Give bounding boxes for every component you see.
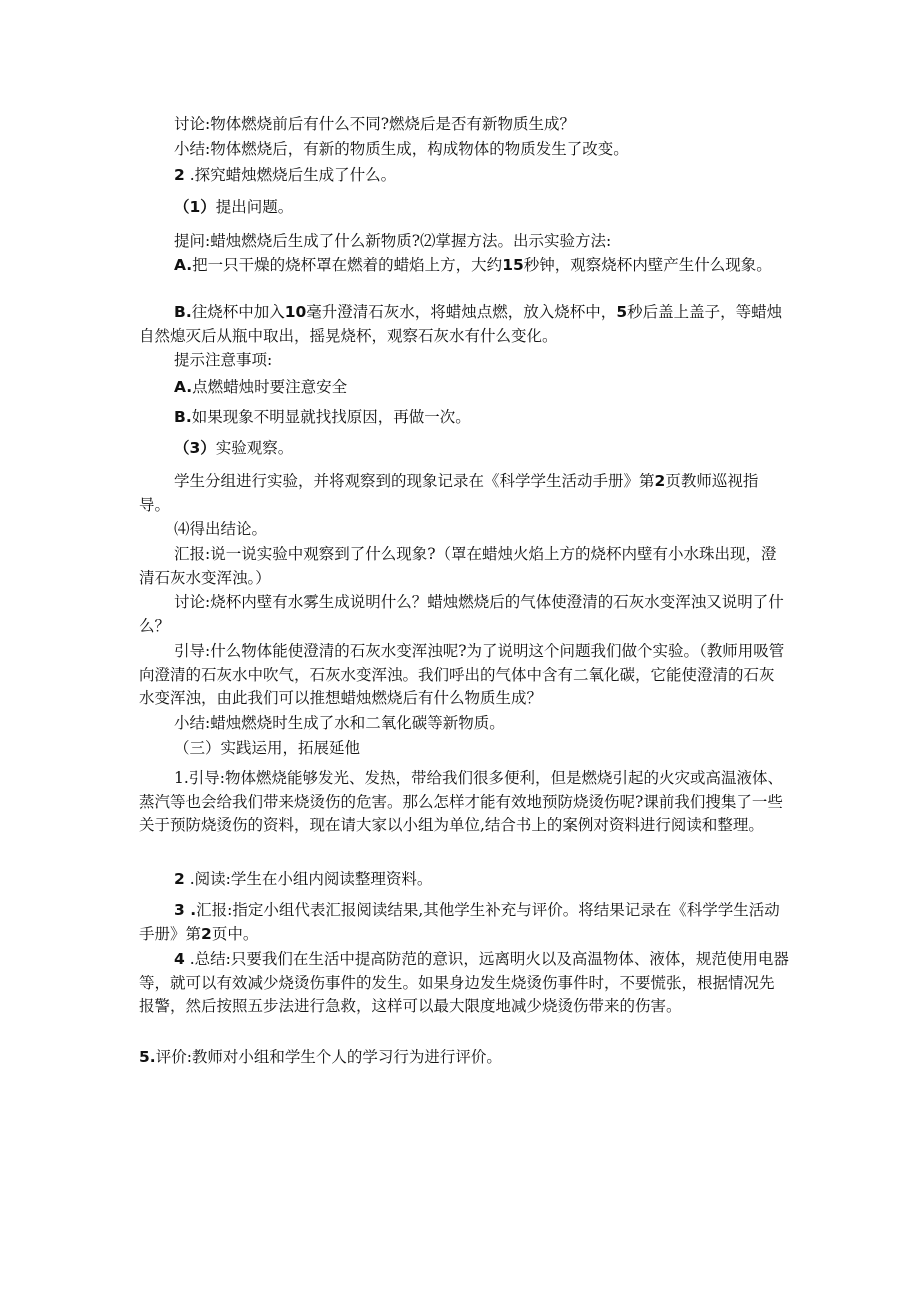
number: 15 <box>502 256 524 274</box>
text: 讨论:烧杯内壁有水雾生成说明什么？蜡烛燃烧后的气体使澄清的石灰水变浑浊又说明了什么？ <box>139 593 784 635</box>
step-1-heading <box>139 196 789 220</box>
text: 往烧杯中加入 <box>191 303 285 321</box>
list-letter: A. <box>174 378 193 396</box>
text: 学生分组进行实验，并将观察到的现象记录在《科学学生活动手册》第 <box>174 472 655 490</box>
summary-paragraph-2 <box>139 712 789 736</box>
number: 2 <box>654 472 666 490</box>
text: 汇报:指定小组代表汇报阅读结果,其他学生补充与评价。将结果记录在《科学学生活动手册》第 <box>139 901 780 943</box>
text: .探究蜡烛燃烧后生成了什么。 <box>184 166 397 184</box>
list-number: 2 <box>174 870 185 888</box>
text: .阅读:学生在小组内阅读整理资料。 <box>184 870 433 888</box>
list-number: 4 <box>174 950 185 968</box>
evaluation-paragraph <box>139 1046 789 1070</box>
method-b-paragraph <box>139 301 789 348</box>
text: 点燃蜡烛时要注意安全 <box>192 378 348 396</box>
text: 小结:蜡烛燃烧时生成了水和二氧化碳等新物质。 <box>174 714 505 732</box>
experiment-paragraph <box>139 470 789 517</box>
text: 实验观察。 <box>215 439 294 457</box>
practice-paragraph-1 <box>139 767 789 838</box>
text: 提出问题。 <box>215 198 294 216</box>
text: 秒后盖上盖子，等蜡烛自然熄灭后从瓶中取出，摇晃烧杯，观察石灰水有什么变化。 <box>139 303 783 345</box>
notice-b-paragraph <box>139 406 789 430</box>
text: 引导:什么物体能使澄清的石灰水变浑浊呢?为了说明这个问题我们做个实验。（教师用吸管向澄清的石灰水中吹气，石灰水变浑浊。我们呼出的气体中含有二氧化碳，它能使澄清的石灰水变浑浊，由此我们可以推想蜡烛燃烧后有什么物质生成？ <box>139 642 785 707</box>
text: 页教师巡视指导。 <box>139 472 759 514</box>
number: 10 <box>284 303 307 321</box>
discussion-paragraph-2 <box>139 591 789 638</box>
notice-a-paragraph <box>139 376 789 400</box>
report-paragraph <box>139 543 789 590</box>
summary-paragraph-1 <box>139 138 789 162</box>
section-heading-2 <box>139 164 789 188</box>
list-number: （1） <box>174 198 216 216</box>
text: 提示注意事项: <box>174 351 273 369</box>
method-a-paragraph <box>139 254 789 278</box>
text: 毫升澄清石灰水，将蜡烛点燃，放入烧杯中， <box>306 303 617 321</box>
step-4-heading <box>139 518 789 542</box>
text: 评价:教师对小组和学生个人的学习行为进行评价。 <box>155 1048 502 1066</box>
list-letter: B. <box>174 408 192 426</box>
practice-paragraph-4 <box>139 948 789 1019</box>
text: .总结:只要我们在生活中提高防范的意识，远离明火以及高温物体、液体，规范使用电器等，就可以有效减少烧烫伤事件的发生。如果身边发生烧烫伤事件时，不要慌张，根据情况先报警，然后按照五步法进行急救，这样可以最大限度地减少烧烫伤带来的伤害。 <box>139 950 789 1015</box>
discussion-paragraph-1 <box>139 113 789 137</box>
separator: . <box>184 901 197 919</box>
list-number: 3 <box>174 901 185 919</box>
section-heading-3 <box>139 737 789 761</box>
list-letter: A. <box>174 256 193 274</box>
text: 1.引导:物体燃烧能够发光、发热，带给我们很多便利，但是燃烧引起的火灾或高温液体、蒸汽等也会给我们带来烧烫伤的危害。那么怎样才能有效地预防烧烫伤呢?课前我们搜集了一些关于预防烧烫伤的资料，现在请大家以小组为单位,结合书上的案例对资料进行阅读和整理。 <box>139 769 784 834</box>
text: 小结:物体燃烧后，有新的物质生成，构成物体的物质发生了改变。 <box>174 140 629 158</box>
step-3-heading <box>139 437 789 461</box>
practice-paragraph-2 <box>139 868 789 892</box>
question-paragraph <box>139 230 789 254</box>
guide-paragraph <box>139 640 789 711</box>
notice-heading <box>139 349 789 373</box>
list-number: 5. <box>139 1048 156 1066</box>
number: 5 <box>616 303 628 321</box>
list-letter: B. <box>174 303 192 321</box>
text: 汇报:说一说实验中观察到了什么现象?（罩在蜡烛火焰上方的烧杯内壁有小水珠出现，澄清石灰水变浑浊。） <box>139 545 777 587</box>
text: （三）实践运用，拓展延他 <box>174 739 361 757</box>
text: ⑷得出结论。 <box>174 520 268 538</box>
practice-paragraph-3 <box>139 899 789 946</box>
text: 如果现象不明显就找找原因，再做一次。 <box>191 408 471 426</box>
text: 讨论:物体燃烧前后有什么不同?燃烧后是否有新物质生成？ <box>174 115 576 133</box>
list-number: （3） <box>174 439 216 457</box>
number: 2 <box>201 924 212 943</box>
text: 页中。 <box>211 924 259 943</box>
text: 秒钟，观察烧杯内壁产生什么现象。 <box>523 256 772 274</box>
text: 把一只干燥的烧杯罩在燃着的蜡焰上方，大约 <box>192 256 503 274</box>
list-number: 2 <box>174 166 185 184</box>
text: 提问:蜡烛燃烧后生成了什么新物质?⑵掌握方法。出示实验方法: <box>174 232 612 250</box>
